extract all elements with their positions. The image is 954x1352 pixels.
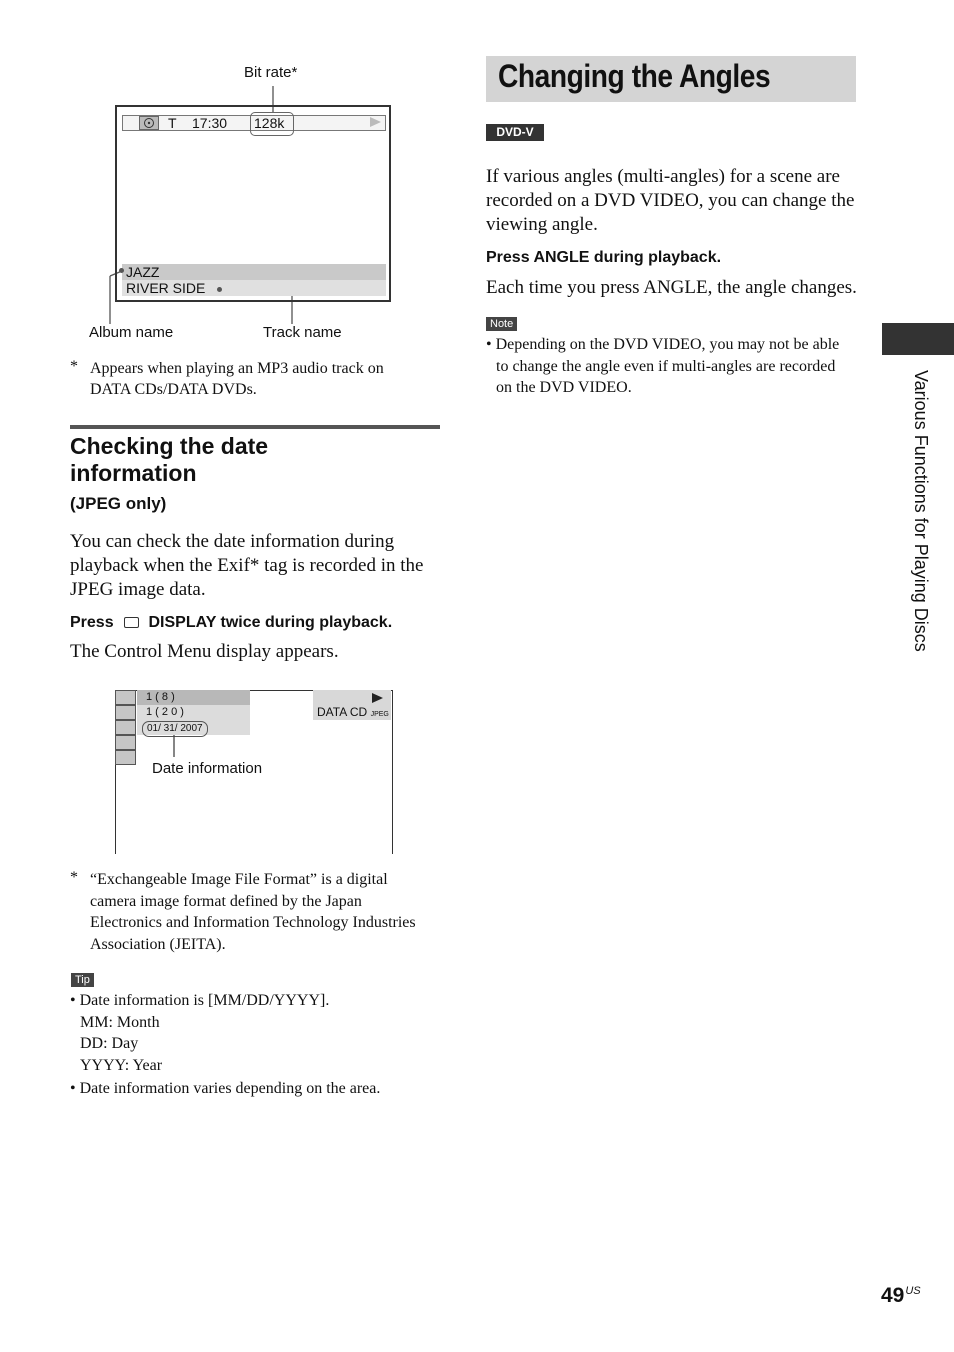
menu-icon-cell xyxy=(115,750,136,765)
display-button-icon xyxy=(124,617,139,628)
album-name-label: Album name xyxy=(89,324,174,341)
disc-icon xyxy=(139,116,159,130)
footnote-mark: * xyxy=(70,358,78,375)
track-name-text: RIVER SIDE xyxy=(126,280,206,296)
play-icon xyxy=(370,117,381,127)
side-tab-marker xyxy=(882,323,954,355)
tip-content: • Date information is [MM/DD/YYYY]. MM: Month DD: Day YYYY: Year • Date information varies depending on the area. xyxy=(70,992,381,1097)
exif-footnote-mark: * xyxy=(70,869,78,886)
angles-title: Changing the Angles xyxy=(498,58,771,94)
date-value: 01/ 31/ 2007 xyxy=(142,721,208,737)
track-pointer-dot xyxy=(217,287,222,292)
media-type: DATA CD JPEG xyxy=(317,705,389,719)
section-rule xyxy=(70,425,440,429)
dvd-v-badge: DVD-V xyxy=(486,124,544,141)
date-information-label: Date information xyxy=(152,760,263,777)
display-step: Press DISPLAY twice during playback. xyxy=(70,614,393,631)
date-section-heading: Checking the date information xyxy=(70,433,269,486)
date-section-paragraph: You can check the date information during playback when the Exif* tag is recorded in the JPEG image data. xyxy=(70,531,424,600)
angle-step: Press ANGLE during playback. xyxy=(486,249,722,266)
display-step-result: The Control Menu display appears. xyxy=(70,641,339,662)
menu-row-2-text: 1 ( 2 0 ) xyxy=(146,706,184,718)
menu-row-1-text: 1 ( 8 ) xyxy=(146,691,175,703)
album-row xyxy=(122,264,386,280)
angles-note: • Depending on the DVD VIDEO, you may not be able to change the angle even if multi-angles are recorded on the DVD VIDEO. xyxy=(486,336,840,396)
play-icon xyxy=(372,693,383,703)
bitrate-callout: Bit rate* xyxy=(244,64,298,81)
menu-icon-cell xyxy=(115,735,136,750)
track-indicator: T xyxy=(168,115,177,131)
playing-time: 17:30 xyxy=(192,115,228,131)
menu-icon-cell xyxy=(115,690,136,705)
mp3-footnote: Appears when playing an MP3 audio track on DATA CDs/DATA DVDs. xyxy=(90,360,384,398)
side-tab-text: Various Functions for Playing Discs xyxy=(911,370,931,652)
album-pointer-dot xyxy=(119,268,124,273)
page-number: $49^{US}$ xyxy=(881,1284,921,1307)
album-name-text: JAZZ xyxy=(126,264,160,280)
note-badge: Note xyxy=(486,317,517,331)
date-section-subheading: (JPEG only) xyxy=(70,494,167,513)
menu-icon-cell xyxy=(115,720,136,735)
tip-badge: Tip xyxy=(71,973,94,987)
bitrate-value: 128k xyxy=(250,112,294,136)
angles-paragraph: If various angles (multi-angles) for a scene are recorded on a DVD VIDEO, you can change the viewing angle. xyxy=(486,166,855,235)
angle-step-result: Each time you press ANGLE, the angle changes. xyxy=(486,277,857,298)
menu-icon-cell xyxy=(115,705,136,720)
track-name-label: Track name xyxy=(263,324,342,341)
exif-footnote: “Exchangeable Image File Format” is a digital camera image format defined by the Japan Electronics and Information Technology Industries Association (JEITA). xyxy=(90,871,416,953)
